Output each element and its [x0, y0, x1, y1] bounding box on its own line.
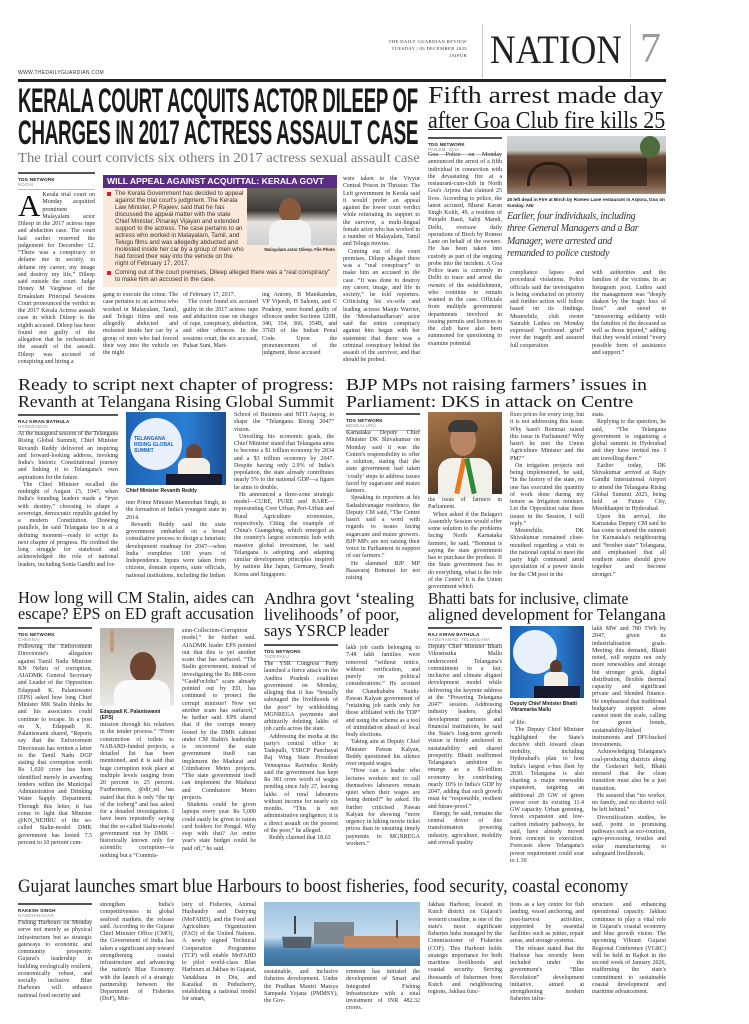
byline	[264, 644, 338, 662]
article-column	[592, 270, 666, 370]
headline-line: livelihoods’ of poor,	[264, 605, 400, 624]
headline-line: says YSRCP leader	[264, 621, 389, 640]
article-column	[18, 431, 118, 567]
paragraph: Earlier today, DK Shivakumar arrived at Rajiv Gandhi International Airport to attend the Telangana Rising Global Summit 2025, being held at Future City, Meerkhanpet in Hyderabad.	[592, 462, 666, 513]
edition-city: JAIPUR	[449, 53, 467, 58]
article-column	[182, 628, 256, 870]
paragraph: were taken to the Viyyur Central Prison in Thrissur. The Left government in Kerala said it would prefer an appeal against the lower court verdict while reiterating its support to the survivor, a multi-lingual female actor who has worked in a number of Malayalam, Tamil and Telugu movies.	[343, 176, 420, 248]
headline-line: KERALA COURT ACQUITS ACTOR DILEEP OF	[18, 82, 418, 120]
article-column	[100, 902, 174, 1010]
article-column	[510, 412, 584, 578]
paragraph: He slammed BJP MP Basavaraj Bommai for not raising	[346, 560, 420, 581]
article-column	[264, 661, 338, 870]
page-number: 7	[640, 26, 661, 72]
article-column	[510, 270, 584, 370]
article-column	[182, 902, 256, 1010]
paragraph: On irrigation projects not being implemented, he said, “In the history of the state, no one has executed the quantity of work done during my tenure as Irrigation minister. Let the Opposition raise these issues in the Session, I will reply.”	[510, 462, 584, 527]
headline-line: Bhatti bats for inclusive, climate	[428, 589, 629, 608]
paragraph: with authorities and the families of the victims. In an Instagram post, Luthra said the management was “deeply shaken by the tragic loss of lives” and stood in “unwavering solidarity with the families of the deceased as well as those injured,” adding that they would extend “every possible form of assistance and support.”	[592, 270, 666, 356]
box-bullet	[103, 190, 337, 268]
issue-date: TUESDAY | 09 DECEMBER 2025	[391, 46, 467, 51]
bullet-text: The Kerala Government has decided to appeal against the trial court's judgment. The Kerala Law Minister, P Rajeev, said that he has discussed the appeal matter with the state Chief Minister, Pinarayi Vijayan and extended support to the actress. The case pertains to an actress who worked in Malayalam, Tamil, and Telugu films and was allegedly abducted and molested inside her car by a group of men who had forced their way into the vehicle on the night of February 17, 2017.	[115, 190, 244, 268]
pull-quote: Earlier, four individuals, including three General Managers and a Bar Manager, were arrested and remanded to police custody	[507, 211, 639, 259]
bjp-headline	[346, 375, 647, 411]
byline-name: TDG NETWORK	[18, 632, 55, 637]
photo-caption: Deputy Chief Minister Bhatti Vikramarka Mallu	[510, 701, 577, 713]
paragraph: Students could be given laptops every year. Rs 5,000 could easily be given to ration card holders for Pongal. Why stop with that? An entire year's state budget could be paid off,” he said.	[182, 802, 256, 852]
byline-name: TDG NETWORK	[428, 142, 465, 147]
divider	[630, 24, 631, 78]
article-column	[428, 497, 502, 590]
article-column	[510, 720, 584, 870]
paragraph: He announced a three-zone strategic model—CURE, PURE and RARE—representing Core Urban, Peri-Urban and Rural Agriculture economies, respectively. Citing the example of China's Guangdong, which emerged as the country's largest economic hub with massive global investment, he said Telangana is adopting and adapting similar development principles inspired by nations like Japan, Germany, South Korea and Singapore.	[234, 491, 334, 578]
article-column	[428, 644, 502, 870]
byline-place: GANDHINAGAR	[18, 913, 92, 921]
byline-place: TADEPALLI	[264, 654, 338, 662]
section-title-wrap	[490, 28, 624, 74]
byline	[346, 413, 420, 431]
headline-line: escape? EPS on ED graft accusation	[18, 604, 254, 623]
paragraph: School of Business and NITI Aayog, to shape the “Telangana Rising 2047” vision.	[234, 412, 334, 433]
paragraph: Revanth Reddy said the state government embarked on a broad consultative process to design a futuristic development roadmap for 2047—when India completes 100 years of Independence. Inputs were taken from citizens, domain experts, state officials, national institutions, including the Indian	[126, 521, 226, 579]
byline-place: HYDERABAD, TELANGANA	[428, 637, 502, 645]
byline-place: PANJIM, GOA	[428, 147, 502, 155]
drop-cap: A	[18, 188, 41, 223]
paragraph: mission through his relatives in the tender process.” “From construction of toilets to NABARD-funded projects, a detailed list has been mentioned, and it is said that huge corruption took place at multiple levels ranging from 20 percent to 25 percent. Furthermore, @dir_ed has stated that this is only “the tip of the iceberg” and has asked for a detailed investigation. I have been repeatedly saying that the so-called Stalin-model government run by DMK - historically known only for scientific corruption—is nothing but a “Commis-	[100, 722, 174, 859]
paragraph: of life.	[510, 720, 526, 726]
article-column	[264, 969, 338, 1010]
bhatti-headline	[428, 591, 668, 623]
headline-line: CHARGES IN 2017 ACTRESS ASSAULT CASE	[18, 114, 419, 152]
article-column	[262, 292, 337, 370]
paragraph: The court found six accused guilty in the 2017 actress rape and abduction case on charges of rape, conspiracy, abduction, and other offences. In the sessions court, the six accused, Pulsar Suni, Mart-	[183, 299, 258, 349]
andhra-headline	[264, 589, 415, 640]
article-column	[346, 430, 420, 581]
bhatti-photo	[510, 626, 584, 698]
photo-caption: Chief Minister Revanth Reddy	[126, 488, 197, 494]
byline-name: RAKESH SINGH	[18, 908, 56, 913]
headline-line: Fifth arrest made day	[428, 83, 664, 109]
paragraph: Goa Police on Monday announced the arrest of a fifth individual in connection with the devastating fire at a restaurant-cum-club in North Goa's Arpora that claimed 25 lives. According to police, the latest accused, Bharat Karan Singh Kohli, 49, a resident of Punjabi Basti, Sabji Mandi, Delhi, oversaw daily operations of Birch by Romeo Lane on behalf of the owners. He has been taken into custody as part of the ongoing probe into the incident. A Goa Police team is currently in Delhi to trace and arrest the owners of the establishment, who continue to remain wanted in the case. Officials from multiple government departments involved in issuing permits and licences to the club have also been summoned for questioning to examine potential	[428, 152, 502, 347]
paragraph: state.	[592, 412, 605, 418]
paragraph: mer Prime Minister Manmohan Singh, in the formation of India's youngest state in 2014.	[126, 500, 226, 521]
byline	[18, 903, 92, 921]
byline	[428, 627, 502, 645]
article-column	[592, 902, 666, 1010]
paragraph: the issue of farmers in Parliament.	[428, 497, 502, 511]
paragraph: The Chief Minister recalled the midnight of August 15, 1947, when India's founding leaders made a “tryst with destiny,” choosing to shape a sovereign, democratic republic guided by a modern Constitution. Drawing parallels, he said Telangana too is at a defining moment—ready to script its next chapter of progress. He credited the long struggle for statehood and acknowledged the role of national leaders, including Sonia Gandhi and for-	[18, 481, 118, 568]
paragraph: Kerala trial court on Monday acquitted prominent Malayalam actor Dileep in the 2017 actress rape and abduction case. The court had earlier reserved the judgement for December 12. “There was a conspiracy to defame me in society, to defame my career, my image and destroy my life,” Dileep said outside the court. Judge Honey M Varghese of the Ernakulam Principal Sessions Court pronounced the verdict in the 2017 Kerala Actress assault case in which Dileep is the eighth accused. Dileep has been found not guilty of the allegation that he orchestrated the assault of the assault. Dileep was accused of conspiring and hiring a	[18, 192, 95, 365]
headline-line: How long will CM Stalin, aides can	[18, 588, 255, 607]
paragraph: At the inaugural session of the Telangana Rising Global Summit, Chief Minister Revanth Reddy delivered an inspiring and forward-looking address, invoking India's historic Constitutional journey and linking it to Telangana's own aspirations for the future.	[18, 431, 118, 481]
article-column	[346, 969, 420, 1010]
paragraph: structure and enhancing operational capacity. Jakhau continues to play a vital role in Gujarat's coastal economy and blue growth vision. The upcoming Vibrant Gujarat Regional Conference (VGRC) will be held in Rajkot in the second week of January 2026, reaffirming the state's commitment to sustainable coastal development and maritime advancement.	[592, 902, 666, 995]
paragraph: istry of Fisheries, Animal Husbandry and Dairying (MoFAHD), and the Food and Agriculture Organization (FAO) of the United Nations. A newly signed Technical Cooperation Programme (TCP) will enable MoFAHD to pilot world-class Blue Harbours at Jakhau in Gujarat, Vanakbara in Diu, and Karaikal in Puducherry, establishing a national model for smart,	[182, 902, 256, 1003]
paragraph: Speaking to reporters at his Sadashivanagar residence, the Deputy CM said, “The Centre hasn't said a word with regards to issues facing sugarcane and maize growers. BJP MPs are not raising their voice in Parliament in support of our farmers.”	[346, 495, 420, 560]
paragraph: ing Antony, B Manikandan, VP Vijeesh, H Saleem, and C Pradeep, were found guilty of offences under Sections 120B, 340, 354, 366, 354B, and 376D of the Indian Penal Code. Upon the pronouncement of the judgment, these accused	[262, 292, 337, 356]
byline-name: RAJ KIRAN BATHULA	[428, 632, 480, 637]
goa-headline	[428, 84, 687, 134]
paragraph: lakh MW and 780 TWh by 2047, given its industrialisation goals. Meeting this demand, Bhatti noted, will require not only more renewables and storage but stronger grids, digital distribution, flexible thermal capacity and significant private and blended finance. He emphasised that traditional budgetary support alone cannot meet the scale, calling for green bonds, sustainability-linked instruments and DFI-backed investments.	[592, 626, 666, 748]
info-box	[103, 175, 337, 287]
byline-name: TDG NETWORK	[18, 177, 55, 182]
eps-photo	[100, 628, 174, 706]
article-column	[18, 188, 95, 370]
article-column	[510, 902, 584, 1010]
paragraph: of February 17, 2017.	[183, 292, 236, 298]
paragraph: The release stated that the Harbour has recently been included under the government's “Blue Revolution” development initiative, aimed at strengthening modern fisheries infra-	[510, 945, 584, 1003]
byline-name: TDG NETWORK	[346, 418, 383, 423]
paragraph: Taking aim at Deputy Chief Minister Pawan Kalyan, Reddy questioned his silence over unpaid wages.	[346, 739, 420, 767]
paragraph: Coming out of the court premises, Dileep alleged there was a “real conspiracy” to make him an accused in the case. “It was done to destroy my career, image, and life in society,” he told reporters. Criticising his ex-wife and leading actress Manju Warrier, the ‘Meeshamadhavan’ actor said the entire conspiracy against him began with her statement that there was a criminal conspiracy behind the assault of the survivor, and that should be probed.	[343, 248, 420, 364]
paragraph: Acknowledging Telangana's coal-producing districts along the Godavari belt, Bhatti stressed that the clean transition must also be a just transition.	[592, 749, 666, 792]
byline-place: BENGALURU	[346, 423, 420, 431]
paragraph: ernment has initiated the development of Smart and Integrated Fishing Infrastructure with a total investment of INR 482.32 crores.	[346, 969, 420, 1012]
paragraph: fixes prices for every crop, but it is not addressing this issue. Why hasn't Bommai raised this issue in Parliament? Why hasn't he met the Union Agriculture Minister and the PM?”	[510, 412, 584, 462]
headline-line: BJP MPs not raising farmers’ issues in	[346, 375, 647, 394]
goa-fire-photo	[507, 136, 666, 194]
byline	[18, 627, 92, 645]
paragraph: strengthen India's competitiveness in global seafood markets, the release said. According to the Gujarat Chief Minister Office (CMO), the Government of India has taken a significant step toward strengthening coastal infrastructure and advancing the nation's Blue Economy with the launch of a strategic partnership between the Department of Fisheries (DoF), Min-	[100, 902, 174, 1003]
paragraph: Fishing Harbours on Monday serve not merely as physical infrastructure but as strategic gateways to economic and community prosperity. Gujarat's leadership in building ecologically resilient, economically robust, and socially inclusive Blue Harbours will enhance national food security and	[18, 920, 92, 999]
paragraph: compliance lapses and procedural violations. Police officials said the investigation is being conducted on priority and further action will follow based on its findings. Meanwhile, club owner Saurabh Luthra on Monday expressed “profound grief” over the tragedy and assured full cooperation	[510, 270, 584, 349]
byline-name: TDG NETWORK	[264, 649, 301, 654]
info-box-title: WILL APPEAL AGAINST ACQUITTAL: KERALA GOVT	[103, 175, 337, 188]
paragraph: The Deputy Chief Minister highlighted the State's decisive shift toward clean mobility, including Hyderabad's plan to host India's largest e-bus fleet by 2030. Telangana is also charting a major renewable expansion, targeting an additional 20 GW of green power over its existing 11.4 GW capacity. Urban greening, forest expansion and low-carbon industry pathways, he said, have already moved from concept to execution. Forecasts show Telangana's power requirement could soar to 1.39	[510, 727, 584, 864]
paper-name: THE DAILY GUARDIAN REVIEW	[388, 39, 467, 44]
byline-name: RAJ KIRAN BATHULA	[18, 419, 70, 424]
paragraph: Karnataka Deputy Chief Minister DK Shivakumar on Monday said it was the Centre's responsibility to offer a solution, stating that the state government had taken ‘costly’ steps to address issues faced by sugarcane and maize farmers.	[346, 430, 420, 494]
paragraph: Reddy claimed that 18.63	[269, 835, 331, 841]
article-column	[234, 412, 334, 578]
website-url: WWW.THEDAILYGUARDIAN.COM	[18, 70, 104, 76]
article-column	[100, 722, 174, 870]
headline-line: Gujarat launches smart blue Harbours to boost fisheries, food security, coastal economy	[18, 876, 629, 897]
photo-caption: Malayalam actor Dileep. File Photo	[264, 247, 335, 252]
paragraph: The YSR Congress Party launched a fierce attack on the Andhra Pradesh coalition government on Monday, alleging that it has “brutally sabotaged the livelihoods of the poor” by withholding MGNREGA payments and arbitrarily deleting lakhs of job cards across the state.	[264, 661, 338, 733]
revanth-photo	[126, 412, 226, 485]
headline-line: after Goa Club fire kills 25	[428, 108, 666, 134]
photo-caption: Edappadi K. Palaniswami (EPS)	[100, 709, 161, 721]
section-title: NATION	[490, 27, 622, 72]
gujarat-headline	[18, 877, 685, 897]
shivakumar-photo	[428, 412, 502, 494]
paragraph: tions as a key centre for fish landing, vessel anchoring, and post-harvest activities, supported by essential facilities such as jetties, repair areas, and storage systems.	[510, 902, 584, 945]
article-column	[183, 292, 258, 370]
paragraph: Jakhau Harbour, located in Kutch district on Gujarat's western coastline, is one of the state's most significant fisheries hubs managed by the Commissioner of Fisheries (COF). This Harbour holds strategic importance for both maritime livelihoods and coastal security. Serving thousands of fishermen from Kutch and neighbouring regions, Jakhau func-	[428, 902, 502, 995]
headline-line: Ready to script next chapter of progress:	[18, 375, 334, 394]
article-column	[18, 644, 92, 870]
paragraph: gang to execute the crime. The case pertains to an actress who worked in Malayalam, Tamil, and Telugu films and was allegedly abducted and molested inside her car by a group of men who had forced their way into the vehicle on the night	[103, 292, 178, 356]
article-column	[18, 920, 92, 1010]
photo-caption: 25 left dead in Fire at Birch by Romeo Lane restaurant in Arpora, Goa on Sunday. ANI	[507, 197, 665, 208]
article-column	[103, 292, 178, 370]
bullet-text: Coming out of the court premises, Dileep alleged there was a “real conspiracy” to make him an accused in the case.	[115, 268, 330, 283]
headline-line: Andhra govt ‘stealing	[264, 589, 415, 608]
paragraph: He assured that “no worker, no family, and no district will be left behind.”	[592, 792, 666, 814]
paragraph: lakh job cards belonging to 7.48 lakh families were removed “without notice, without verification, and purely on political considerations.” He accused the Chandrababu Naidu-Pawan Kalyan government of “retaining job cards only for those affiliated with the TDP” and using the scheme as a tool of intimidation ahead of local body elections.	[346, 645, 420, 738]
article-column	[428, 902, 502, 1010]
paragraph: Meanwhile, DK Shivakumar remained close-mouthed regarding a visit to the national capital to meet the party high command amid speculation of a power tussle for the CM post in the	[510, 528, 584, 578]
paragraph: Replying to the question, he said, “The Telangana government is organising a global summit in Hyderabad and they have invited me. I am travelling there.”	[592, 419, 666, 462]
harbour-photo	[264, 902, 420, 966]
paragraph: sustainable, and inclusive fisheries development. Under the Pradhan Mantri Matsya Sampada Yojana (PMMSY), the Gov-	[264, 969, 338, 1004]
subhead-text: The trial court convicts six others in 2017 actress sexual assault case	[18, 151, 420, 166]
paragraph: Addressing the media at the party's central office in Tadepalli, YSRCP Panchayat Raj Wing State President Vennapusa Ravindra Reddy said the government has kept Rs 381 crore worth of wages pending since July 27, leaving lakhs of rural labourers without income for nearly six months. “This is not administrative negligence; it is a direct assault on the poorest of the poor,” he alleged.	[264, 733, 338, 834]
paragraph: Diversification studies, he said, point to promising pathways such as eco-tourism, agro-processing, textiles and solar manufacturing to safeguard livelihoods.	[592, 814, 666, 857]
paragraph: Unveiling his economic goals, the Chief Minister stated that Telangana aims to become a $1 trillion economy by 2034 and a $3 trillion economy by 2047. Despite having only 2.9% of India's population, the state already contributes nearly 5% to the national GDP—a figure he aims to double.	[234, 433, 334, 491]
summit-logo-text: TELANGANA RISING GLOBAL SUMMIT	[134, 436, 174, 454]
byline-place: KOCHI	[18, 182, 95, 190]
box-bullet	[103, 269, 337, 283]
headline-line: Parliament: DKS in attack on Centre	[346, 392, 634, 411]
paragraph: Upon his arrival, the Karnataka Deputy CM said he has come to attend the summit for Karnataka's neighbouring and “brother state” Telangana, and emphasised that all southern states should grow together and become stronger.”	[592, 513, 666, 578]
article-column	[428, 152, 502, 370]
stalin-headline	[18, 590, 265, 622]
byline-place: CHENNAI	[18, 637, 92, 645]
paragraph: When asked if the Belagavi Assembly Session would offer some solution to the problems facing North Karnataka farmers, he said, “Bommai is saying the state government has to purchase the produce. If the State government has to do everything, what is the role of the Centre? It is the Union government which	[428, 511, 502, 590]
article-column	[343, 176, 420, 370]
lead-subhead	[18, 151, 420, 167]
byline	[18, 414, 118, 432]
headline-line: aligned development for Telangana	[428, 605, 666, 624]
article-column	[126, 500, 226, 579]
divider	[482, 24, 483, 78]
paragraph: Following the Enforcement Directorate's allegation against Tamil Nadu Minister KN Nehru of corruption, AIADMK General Secretary and Leader of the Opposition Edappadi K. Palaniswami (EPS) asked how long Chief Minister MK Stalin thinks he and his associates could continue to escape. In a post on X, Edappadi K. Palaniswami shared, “Reports say that the Enforcement Directorate has written a letter to the Tamil Nadu DGP stating that corruption worth Rs 1,020 crore has been identified merely in awarding tenders within the Municipal Administration and Drinking Water Supply Department. Through this letter, it has come to light that Minister @KN_NEHRU of the so-called Stalin-model DMK government has looted 7.5 percent to 10 percent com-	[18, 644, 92, 846]
paragraph: Energy, he said, remains the central driver of this transformation powering industry, agriculture, mobility and overall quality	[428, 810, 502, 846]
paragraph: sion-Collection-Corruption model,” he further said. AIADMK leader EPS pointed out that this is yet another scam that has surfaced. “The Stalin government, instead of investigating the Rs 888-crore “CashForJobs” scam already pointed out by ED, has continued to protect the corrupt minister! Now yet another scam has surfaced,” he further said. EPS shared that if the corrupt money looted by the DMK cabinet under CM Stalin's leadership is recovered the state government itself can implement the Madurai and Coimbatore Metro projects. “The state government itself can implement the Madurai and Coimbatore Metro projects.	[182, 628, 256, 801]
paragraph: Deputy Chief Minister Bhatti Vikramarka Mallu underscored Telangana's commitment to a fair, inclusive and climate aligned development model while delivering the keynote address at the “Powering Telangana 2047” session. Addressing industry leaders, global development partners and financial institutions, he said the State's long-term growth vision is firmly anchored in sustainability and shared prosperity. Bhatti reaffirmed Telangana's ambition to emerge as a $3-trillion economy by contributing nearly 10% to India's GDP by 2047, adding that such growth must be “responsible, resilient and future-proof.”	[428, 644, 502, 810]
headline-line: Revanth at Telangana Rising Global Summit	[18, 392, 334, 411]
masthead-info	[389, 38, 467, 59]
revanth-headline	[18, 375, 334, 411]
byline-place: HYDERABAD	[18, 424, 118, 432]
article-column	[592, 412, 666, 578]
paragraph: “How can a leader who lectures workers not to call themselves labourers remain quiet when their wages are being denied?” he asked. He further criticised Pawan Kalyan for showing “more urgency in hiking movie ticket prices than in ensuring timely payments to MGNREGA workers.”	[346, 768, 420, 847]
article-column	[592, 626, 666, 870]
article-column	[346, 645, 420, 870]
